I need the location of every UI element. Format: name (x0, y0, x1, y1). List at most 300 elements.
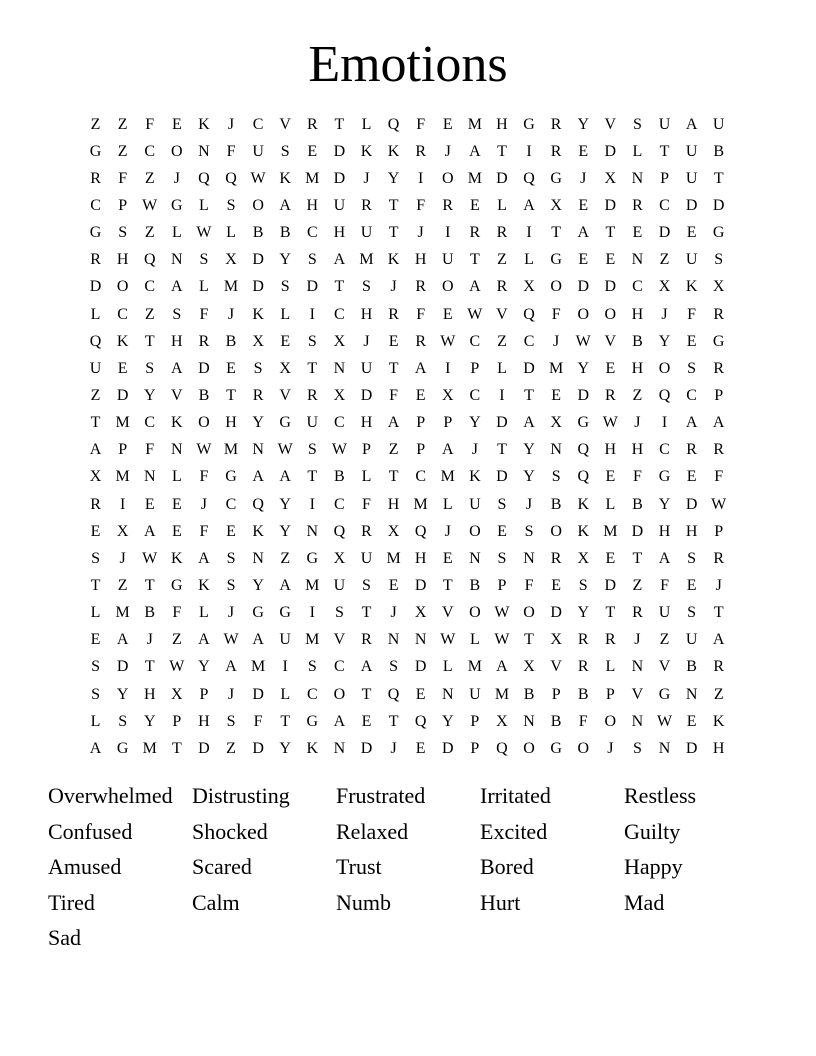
grid-letter: M (223, 441, 239, 459)
page-title: Emotions (308, 36, 508, 93)
grid-letter: P (443, 414, 453, 432)
grid-letter: T (659, 142, 670, 160)
word-list (48, 778, 768, 956)
grid-letter: S (307, 441, 317, 459)
grid-letter: T (713, 169, 724, 187)
grid-letter: T (713, 604, 724, 622)
grid-letter: H (631, 359, 644, 377)
grid-letter: J (146, 631, 153, 649)
grid-letter: X (550, 414, 562, 432)
grid-letter: Z (90, 115, 101, 133)
grid-letter: A (116, 631, 129, 649)
grid-letter: G (550, 739, 562, 757)
grid-letter: D (712, 196, 725, 214)
grid-letter: K (577, 495, 590, 513)
grid-letter: E (388, 576, 399, 594)
grid-letter: T (388, 224, 399, 242)
grid-letter: M (603, 522, 618, 540)
grid-letter: O (577, 305, 590, 323)
grid-letter: A (523, 414, 535, 432)
grid-letter: O (523, 739, 535, 757)
grid-letter: J (444, 142, 451, 160)
grid-letter: J (580, 169, 587, 187)
grid-letter: D (658, 224, 671, 242)
grid-letter: N (685, 685, 698, 703)
grid-letter: H (685, 522, 698, 540)
grid-letter: F (416, 305, 426, 323)
grid-letter: I (418, 169, 424, 187)
grid-letter: T (605, 224, 616, 242)
grid-letter: Y (441, 712, 454, 730)
word-list-item: Amused (48, 854, 122, 879)
grid-letter: D (496, 169, 508, 187)
grid-letter: C (252, 115, 264, 133)
grid-letter: Y (279, 739, 291, 757)
grid-letter: G (252, 604, 264, 622)
grid-letter: L (199, 278, 209, 296)
grid-letter: J (227, 685, 235, 703)
grid-letter: G (89, 224, 102, 242)
grid-letter: N (631, 658, 644, 676)
grid-letter: L (280, 305, 291, 323)
grid-letter: S (497, 549, 507, 567)
grid-letter: W (494, 631, 510, 649)
grid-letter: B (198, 386, 210, 404)
grid-letter: S (91, 658, 100, 676)
grid-letter: Q (577, 468, 590, 486)
grid-letter: Q (523, 169, 535, 187)
grid-letter: F (632, 468, 642, 486)
grid-letter: V (604, 332, 617, 350)
grid-letter: S (389, 658, 399, 676)
grid-letter: U (658, 604, 671, 622)
grid-letter: B (279, 224, 291, 242)
grid-letter: B (632, 332, 643, 350)
grid-letter: O (658, 359, 671, 377)
grid-letter: H (116, 251, 129, 269)
grid-letter: X (658, 278, 671, 296)
grid-letter: T (361, 685, 372, 703)
grid-letter: D (577, 278, 590, 296)
word-list-item: Guilty (624, 818, 681, 844)
grid-letter: X (252, 332, 264, 350)
grid-letter: X (496, 712, 508, 730)
grid-letter: U (712, 115, 725, 133)
word-list-item: Overwhelmed (48, 783, 173, 808)
grid-letter: O (116, 278, 129, 296)
grid-letter: M (115, 414, 130, 432)
grid-letter: C (90, 196, 101, 214)
word-list-item: Mad (624, 889, 665, 915)
grid-letter: U (333, 576, 346, 594)
grid-letter: B (550, 712, 562, 730)
grid-letter: D (252, 251, 264, 269)
grid-letter: F (524, 576, 534, 594)
grid-letter: N (658, 739, 671, 757)
grid-letter: Z (226, 739, 236, 757)
grid-letter: M (305, 631, 320, 649)
grid-letter: S (280, 278, 290, 296)
grid-letter: W (196, 224, 212, 242)
grid-letter: V (279, 115, 291, 133)
grid-letter: D (333, 169, 346, 187)
grid-letter: R (361, 631, 372, 649)
grid-letter: Y (577, 359, 590, 377)
grid-letter: K (387, 142, 400, 160)
grid-letter: S (226, 712, 236, 730)
grid-letter: Q (252, 495, 264, 513)
grid-letter: E (686, 576, 697, 594)
grid-letter: H (306, 196, 319, 214)
grid-letter: R (550, 142, 562, 160)
grid-letter: D (523, 359, 535, 377)
grid-letter: A (225, 658, 237, 676)
grid-letter: J (227, 604, 235, 622)
grid-letter: K (685, 278, 698, 296)
grid-letter: R (550, 115, 562, 133)
grid-letter: S (334, 604, 344, 622)
grid-letter: C (334, 495, 345, 513)
grid-letter: Q (523, 305, 535, 323)
grid-letter: C (469, 332, 481, 350)
grid-letter: L (226, 224, 236, 242)
grid-letter: L (90, 305, 101, 323)
grid-letter: X (333, 386, 346, 404)
grid-letter: I (309, 604, 315, 622)
word-list-item: Calm (192, 889, 240, 915)
grid-letter: Y (143, 712, 156, 730)
grid-letter: W (575, 332, 591, 350)
grid-letter: O (550, 278, 562, 296)
grid-letter: L (171, 468, 182, 486)
grid-letter: B (713, 142, 725, 160)
grid-letter: D (685, 495, 698, 513)
grid-letter: R (90, 251, 101, 269)
grid-letter: P (470, 739, 480, 757)
grid-letter: K (252, 522, 264, 540)
grid-letter: P (470, 712, 480, 730)
grid-letter: R (713, 658, 725, 676)
grid-letter: G (306, 549, 319, 567)
grid-letter: O (171, 142, 183, 160)
grid-letter: J (227, 115, 235, 133)
grid-letter: H (360, 305, 373, 323)
grid-letter: T (144, 576, 155, 594)
grid-letter: R (686, 441, 697, 459)
grid-letter: C (225, 495, 237, 513)
grid-letter: F (416, 196, 426, 214)
grid-letter: D (306, 278, 319, 296)
grid-letter: W (223, 631, 239, 649)
grid-letter: E (361, 712, 372, 730)
grid-letter: Q (658, 386, 671, 404)
grid-letter: R (713, 359, 725, 377)
grid-letter: N (523, 549, 535, 567)
grid-letter: S (172, 305, 182, 323)
grid-letter: W (467, 305, 483, 323)
word-list-item: Numb (336, 889, 391, 915)
grid-letter: E (442, 549, 453, 567)
grid-letter: C (117, 305, 128, 323)
grid-letter: J (553, 332, 560, 350)
grid-letter: Z (659, 251, 670, 269)
grid-letter: D (685, 739, 698, 757)
grid-letter: M (413, 495, 428, 513)
grid-letter: I (119, 495, 126, 513)
grid-letter: F (253, 712, 263, 730)
grid-letter: E (578, 142, 589, 160)
grid-letter: Z (280, 549, 291, 567)
grid-letter: C (334, 658, 345, 676)
grid-letter: S (118, 224, 128, 242)
grid-letter: B (577, 685, 589, 703)
grid-letter: E (469, 196, 480, 214)
grid-letter: D (577, 386, 590, 404)
grid-letter: U (685, 631, 698, 649)
grid-letter: E (605, 251, 616, 269)
grid-letter: J (525, 495, 533, 513)
grid-letter: T (307, 468, 318, 486)
grid-letter: T (90, 576, 101, 594)
grid-letter: M (115, 468, 130, 486)
grid-letter: F (172, 604, 182, 622)
grid-letter: G (171, 196, 183, 214)
grid-letter: V (441, 604, 454, 622)
grid-letter: T (551, 224, 562, 242)
grid-letter: Y (577, 604, 590, 622)
grid-letter: R (90, 169, 101, 187)
word-list-item: Confused (48, 818, 133, 844)
grid-letter: K (577, 522, 590, 540)
grid-letter: E (632, 224, 643, 242)
grid-letter: P (605, 685, 615, 703)
grid-letter: J (471, 441, 478, 459)
grid-letter: Q (225, 169, 237, 187)
grid-letter: C (659, 441, 670, 459)
grid-letter: E (605, 468, 616, 486)
grid-letter: K (198, 115, 210, 133)
grid-letter: F (416, 115, 426, 133)
grid-letter: Z (659, 631, 670, 649)
grid-letter: Y (469, 414, 481, 432)
grid-letter: J (661, 305, 668, 323)
grid-letter: W (250, 169, 266, 187)
grid-letter: W (142, 549, 158, 567)
grid-letter: A (143, 522, 156, 540)
grid-letter: Z (632, 386, 643, 404)
grid-letter: U (360, 224, 373, 242)
grid-letter: J (390, 604, 397, 622)
grid-letter: I (445, 224, 451, 242)
grid-letter: H (333, 224, 346, 242)
grid-letter: I (526, 224, 532, 242)
grid-letter: L (199, 196, 209, 214)
grid-letter: R (632, 196, 643, 214)
grid-letter: A (333, 712, 346, 730)
grid-letter: R (90, 495, 101, 513)
grid-letter: F (551, 305, 561, 323)
grid-letter: P (416, 414, 426, 432)
grid-letter: A (577, 224, 590, 242)
grid-letter: J (715, 576, 722, 594)
grid-letter: O (577, 739, 590, 757)
grid-letter: Y (279, 251, 291, 269)
grid-letter: T (442, 576, 453, 594)
grid-letter: E (171, 495, 182, 513)
grid-letter: M (494, 685, 510, 703)
word-list-item: Bored (480, 854, 534, 879)
grid-letter: F (687, 305, 697, 323)
grid-letter: T (226, 386, 236, 404)
grid-letter: D (604, 196, 617, 214)
grid-letter: H (631, 305, 644, 323)
grid-letter: C (659, 196, 670, 214)
grid-letter: F (199, 468, 209, 486)
grid-letter: O (469, 522, 481, 540)
grid-letter: D (496, 414, 508, 432)
grid-letter: F (199, 305, 209, 323)
word-list-item: Scared (192, 854, 252, 879)
grid-letter: S (524, 522, 534, 540)
grid-letter: S (307, 658, 317, 676)
grid-letter: N (414, 631, 427, 649)
grid-letter: G (577, 414, 590, 432)
grid-letter: E (388, 332, 399, 350)
grid-letter: C (306, 224, 318, 242)
grid-letter: Z (713, 685, 724, 703)
word-list-item: Distrusting (192, 783, 290, 808)
grid-letter: F (714, 468, 724, 486)
grid-letter: A (414, 359, 427, 377)
grid-letter: L (361, 115, 372, 133)
grid-letter: F (118, 169, 128, 187)
grid-letter: E (442, 305, 453, 323)
grid-letter: I (309, 305, 315, 323)
grid-letter: M (359, 251, 374, 269)
grid-letter: G (225, 468, 237, 486)
grid-letter: L (442, 495, 453, 513)
grid-letter: S (226, 576, 236, 594)
grid-letter: A (469, 142, 481, 160)
grid-letter: T (144, 658, 155, 676)
grid-letter: X (523, 658, 535, 676)
grid-letter: T (388, 196, 399, 214)
grid-letter: D (252, 278, 264, 296)
grid-letter: D (604, 142, 617, 160)
grid-letter: A (279, 468, 291, 486)
grid-letter: Y (658, 332, 671, 350)
grid-letter: D (604, 278, 617, 296)
grid-letter: D (604, 576, 617, 594)
grid-letter: T (334, 278, 345, 296)
grid-letter: R (632, 604, 643, 622)
grid-letter: N (333, 359, 346, 377)
grid-letter: K (252, 305, 264, 323)
grid-letter: G (658, 685, 671, 703)
grid-letter: L (442, 658, 453, 676)
grid-letter: E (605, 359, 616, 377)
grid-letter: Q (89, 332, 102, 350)
grid-letter: G (171, 576, 183, 594)
grid-letter: I (661, 414, 668, 432)
grid-letter: M (250, 658, 266, 676)
grid-letter: M (386, 549, 401, 567)
grid-letter: Y (116, 685, 129, 703)
grid-letter: B (632, 495, 643, 513)
grid-letter: R (361, 522, 372, 540)
grid-letter: Q (387, 115, 400, 133)
grid-letter: T (361, 604, 372, 622)
grid-letter: G (550, 169, 562, 187)
grid-letter: L (497, 196, 507, 214)
grid-letter: K (712, 712, 725, 730)
grid-letter: Z (497, 251, 507, 269)
grid-letter: N (333, 739, 346, 757)
grid-letter: Y (252, 414, 264, 432)
grid-letter: C (144, 414, 156, 432)
grid-letter: T (144, 332, 155, 350)
grid-letter: R (496, 224, 508, 242)
grid-letter: K (387, 251, 400, 269)
grid-letter: N (631, 712, 644, 730)
grid-letter: S (226, 196, 236, 214)
grid-letter: L (171, 224, 182, 242)
grid-letter: O (469, 604, 481, 622)
grid-letter: D (252, 739, 264, 757)
grid-letter: R (496, 278, 508, 296)
grid-letter: Q (577, 441, 590, 459)
grid-letter: P (416, 441, 426, 459)
grid-letter: S (714, 251, 724, 269)
grid-letter: X (387, 522, 400, 540)
grid-letter: F (145, 441, 155, 459)
grid-letter: S (687, 549, 697, 567)
grid-letter: F (362, 495, 371, 513)
grid-letter: S (551, 468, 561, 486)
grid-letter: I (499, 386, 505, 404)
grid-letter: H (604, 441, 617, 459)
grid-letter: V (658, 658, 671, 676)
grid-letter: V (631, 685, 644, 703)
grid-letter: Y (198, 658, 210, 676)
grid-letter: J (363, 332, 370, 350)
grid-letter: X (333, 549, 346, 567)
word-list-item: Hurt (480, 889, 521, 915)
grid-letter: M (440, 468, 455, 486)
grid-letter: A (89, 739, 102, 757)
grid-letter: T (469, 251, 480, 269)
grid-letter: Y (658, 495, 671, 513)
grid-letter: T (388, 468, 399, 486)
grid-letter: K (198, 576, 210, 594)
grid-letter: T (388, 712, 399, 730)
grid-letter: N (631, 251, 644, 269)
grid-letter: H (171, 332, 183, 350)
grid-letter: E (442, 115, 453, 133)
word-list-item: Frustrated (336, 783, 426, 808)
grid-letter: D (252, 685, 264, 703)
grid-letter: R (415, 332, 426, 350)
grid-letter: O (604, 305, 617, 323)
grid-letter: E (551, 576, 562, 594)
grid-letter: D (631, 522, 644, 540)
grid-letter: D (550, 604, 562, 622)
grid-letter: X (550, 196, 562, 214)
grid-letter: Y (279, 522, 291, 540)
grid-letter: A (360, 658, 373, 676)
grid-letter: R (415, 142, 426, 160)
grid-letter: W (196, 441, 212, 459)
